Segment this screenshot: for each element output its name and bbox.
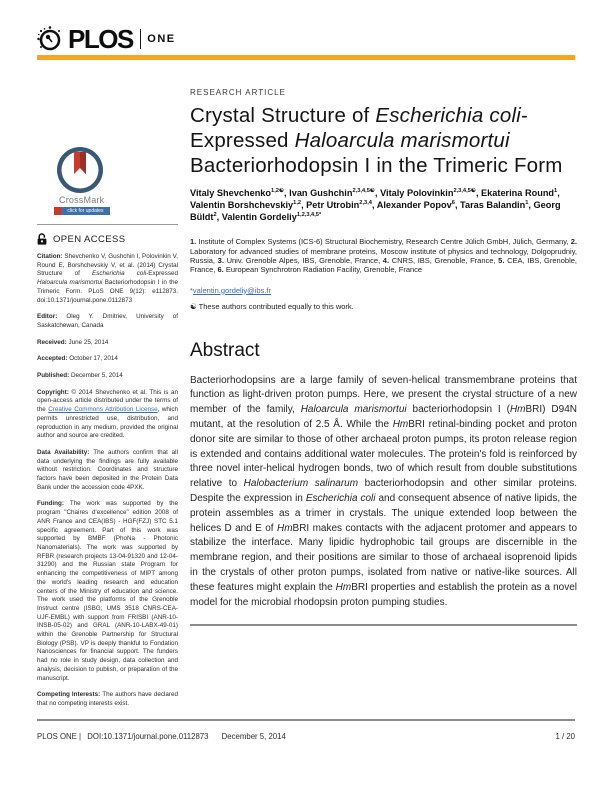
corresponding-star: * <box>190 285 193 295</box>
article-type-label: RESEARCH ARTICLE <box>190 88 286 97</box>
article-title: Crystal Structure of Escherichia coli- Expressed Haloarcula marismortui Bacteriorhodopsin I in the Trimeric Form <box>190 104 563 177</box>
competing-interests-block: Competing Interests: The authors have declared that no competing interests exist. <box>37 691 178 707</box>
logo-divider <box>140 29 142 49</box>
data-availability-block: Data Availability: The authors confirm that all data underlying the findings are fully available without restriction. Coordinates and structure factors have been deposited in the Protein Data Bank under the accession code 4PXK. <box>37 448 178 491</box>
crossmark-updates-chip[interactable] <box>54 207 110 215</box>
abstract-text: Bacteriorhodopsins are a large family of seven-helical transmembrane proteins that function as light-driven proton pumps. Here, we present the crystal structure of a new member of the family, Haloarcula marismortui bacteriorhodopsin I (HmBRI) D94N mutant, at the resolution of 2.5 Å. While the HmBRI retinal-binding pocket and proton donor site are similar to those of other archaeal proton pumps, its proton release region is extended and contains additional water molecules. The protein's fold is reinforced by three novel inter-helical hydrogen bonds, two of which result from double substitutions relative to Halobacterium salinarum bacteriorhodopsin and other similar proteins. Despite the expression in Escherichia coli and consequent absence of native lipids, the protein assembles as a trimer in crystals. The unique extended loop between the helices D and E of HmBRI makes contacts with the adjacent protomer and appears to stabilize the interface. Many lipidic hydrophobic tail groups are discernible in the membrane region, and their positions are similar to those of archaeal isoprenoid lipids in the crystals of other proton pumps, isolated from native or native-like sources. All these features might explain the HmBRI properties and establish the protein as a novel model for the microbial rhodopsin proton pumping studies. <box>190 374 578 608</box>
sidebar <box>37 146 178 715</box>
open-access-label: OPEN ACCESS <box>53 233 126 245</box>
crossmark-badge[interactable] <box>37 146 133 215</box>
footer-page-number: 1 / 20 <box>555 732 575 741</box>
main-column <box>190 88 577 626</box>
corresponding-email-line <box>190 286 577 295</box>
footer-date: December 5, 2014 <box>221 732 286 741</box>
accepted-block: Accepted: October 17, 2014 <box>37 355 118 363</box>
crossmark-chip-accent <box>54 207 61 215</box>
footer-separator: | <box>79 732 82 741</box>
affiliations: 1. Institute of Complex Systems (ICS-6) Structural Biochemistry, Research Centre Jülich GmbH, Jülich, Germany, 2. Laboratory for advanced studies of membrane proteins, Moscow institute of physics and technology, Dolgoprudniy, Russia, 3. Univ. Grenoble Alpes, IBS, Grenoble, France, 4. CNRS, IBS, Grenoble, France, 5. CEA, IBS, Grenoble, France, 6. European Synchrotron Radiation Facility, Grenoble, France <box>190 237 577 275</box>
footer-rule <box>37 719 575 721</box>
footer-journal: PLOS ONE <box>37 732 77 741</box>
published-block: Published: December 5, 2014 <box>37 372 123 380</box>
footer-citation <box>37 732 286 741</box>
copyright-block: Copyright: © 2014 Shevchenko et al. This is an open-access article distributed under the terms of the Creative Commons Attribution License, which permits unrestricted use, distribution, and reproduction in any medium, provided the original author and source are credited. <box>37 388 178 440</box>
open-access-row <box>37 233 178 245</box>
author-list: Vitaly Shevchenko$^{1,2☯}$, Ivan Gushchin$^{2,3,4,5☯}$, Vitaly Polovinkin$^{2,3,4,5☯}$, Ekaterina Round$^1$, Valentin Borshchevskiy$^{1,2}$, Petr Utrobin$^{2,3,4}$, Alexander Popov$^6$, Taras Balandin$^1$, Georg Büldt$^2$, Valentin Gordeliy$^{1,2,3,4,5*}$ <box>190 187 561 222</box>
crossmark-icon <box>56 146 104 194</box>
email-link[interactable]: valentin.gordeliy@ibs.fr <box>192 285 271 295</box>
one-wordmark: ONE <box>147 33 176 45</box>
citation-block: Citation: Shevchenko V, Gushchin I, Polovinkin V, Round E, Borshchevskiy V, et al. (2014) Crystal Structure of Escherichia coli-Expressed Haloarcula marismortui Bacteriorhodopsin I in the Trimeric Form. PLoS ONE 9(12): e112873. doi:10.1371/journal.pone.0112873 <box>37 253 178 304</box>
funding-block: Funding: The work was supported by the program "Chaires d'excellence" edition 2008 of ANR France and CEA(IBS) - HGF(FZJ) STC 5.1 specific agreement. Part of this work was supported by BMBF (PhoNa - Photonic Nanomaterials). The work was supported by RFBR (research projects 13-04-91320 and 12-04-31290) and the Russian state Program for enhancing the competitiveness of MIPT among the world's leading research and education centers of the Ministry of education and science. The work used the platforms of the Grenoble Instruct centre (ISBG; UMS 3518 CNRS-CEA-UJF-EMBL) with support from FRISBI (ANR-10-INSB-05-02) and GRAL (ANR-10-LABX-49-01) within the Grenoble Partnership for Structural Biology (PSB). VP is deeply thankful to Fondation Nanosciences for financial support. The funders had no role in study design, data collection and analysis, decision to publish, or preparation of the manuscript. <box>37 500 178 682</box>
open-lock-icon <box>37 233 47 245</box>
header-accent-bar <box>37 55 575 60</box>
received-block: Received: June 25, 2014 <box>37 338 109 346</box>
footer-doi: DOI:10.1371/journal.pone.0112873 <box>87 732 209 741</box>
editor-block: Editor: Oleg Y. Dmitriev, University of Saskatchewan, Canada <box>37 313 178 329</box>
crossmark-chip-label: click for updates <box>67 208 104 214</box>
plos-logo <box>36 25 176 53</box>
sidebar-divider <box>37 224 178 225</box>
abstract-heading: Abstract <box>190 339 260 361</box>
plos-wordmark: PLOS <box>68 24 133 54</box>
equal-contribution-note: ☯ These authors contributed equally to this work. <box>190 301 354 311</box>
plos-globe-icon <box>36 25 64 53</box>
footer <box>37 732 575 741</box>
abstract-end-rule <box>190 624 577 626</box>
crossmark-label: CrossMark <box>59 195 105 205</box>
